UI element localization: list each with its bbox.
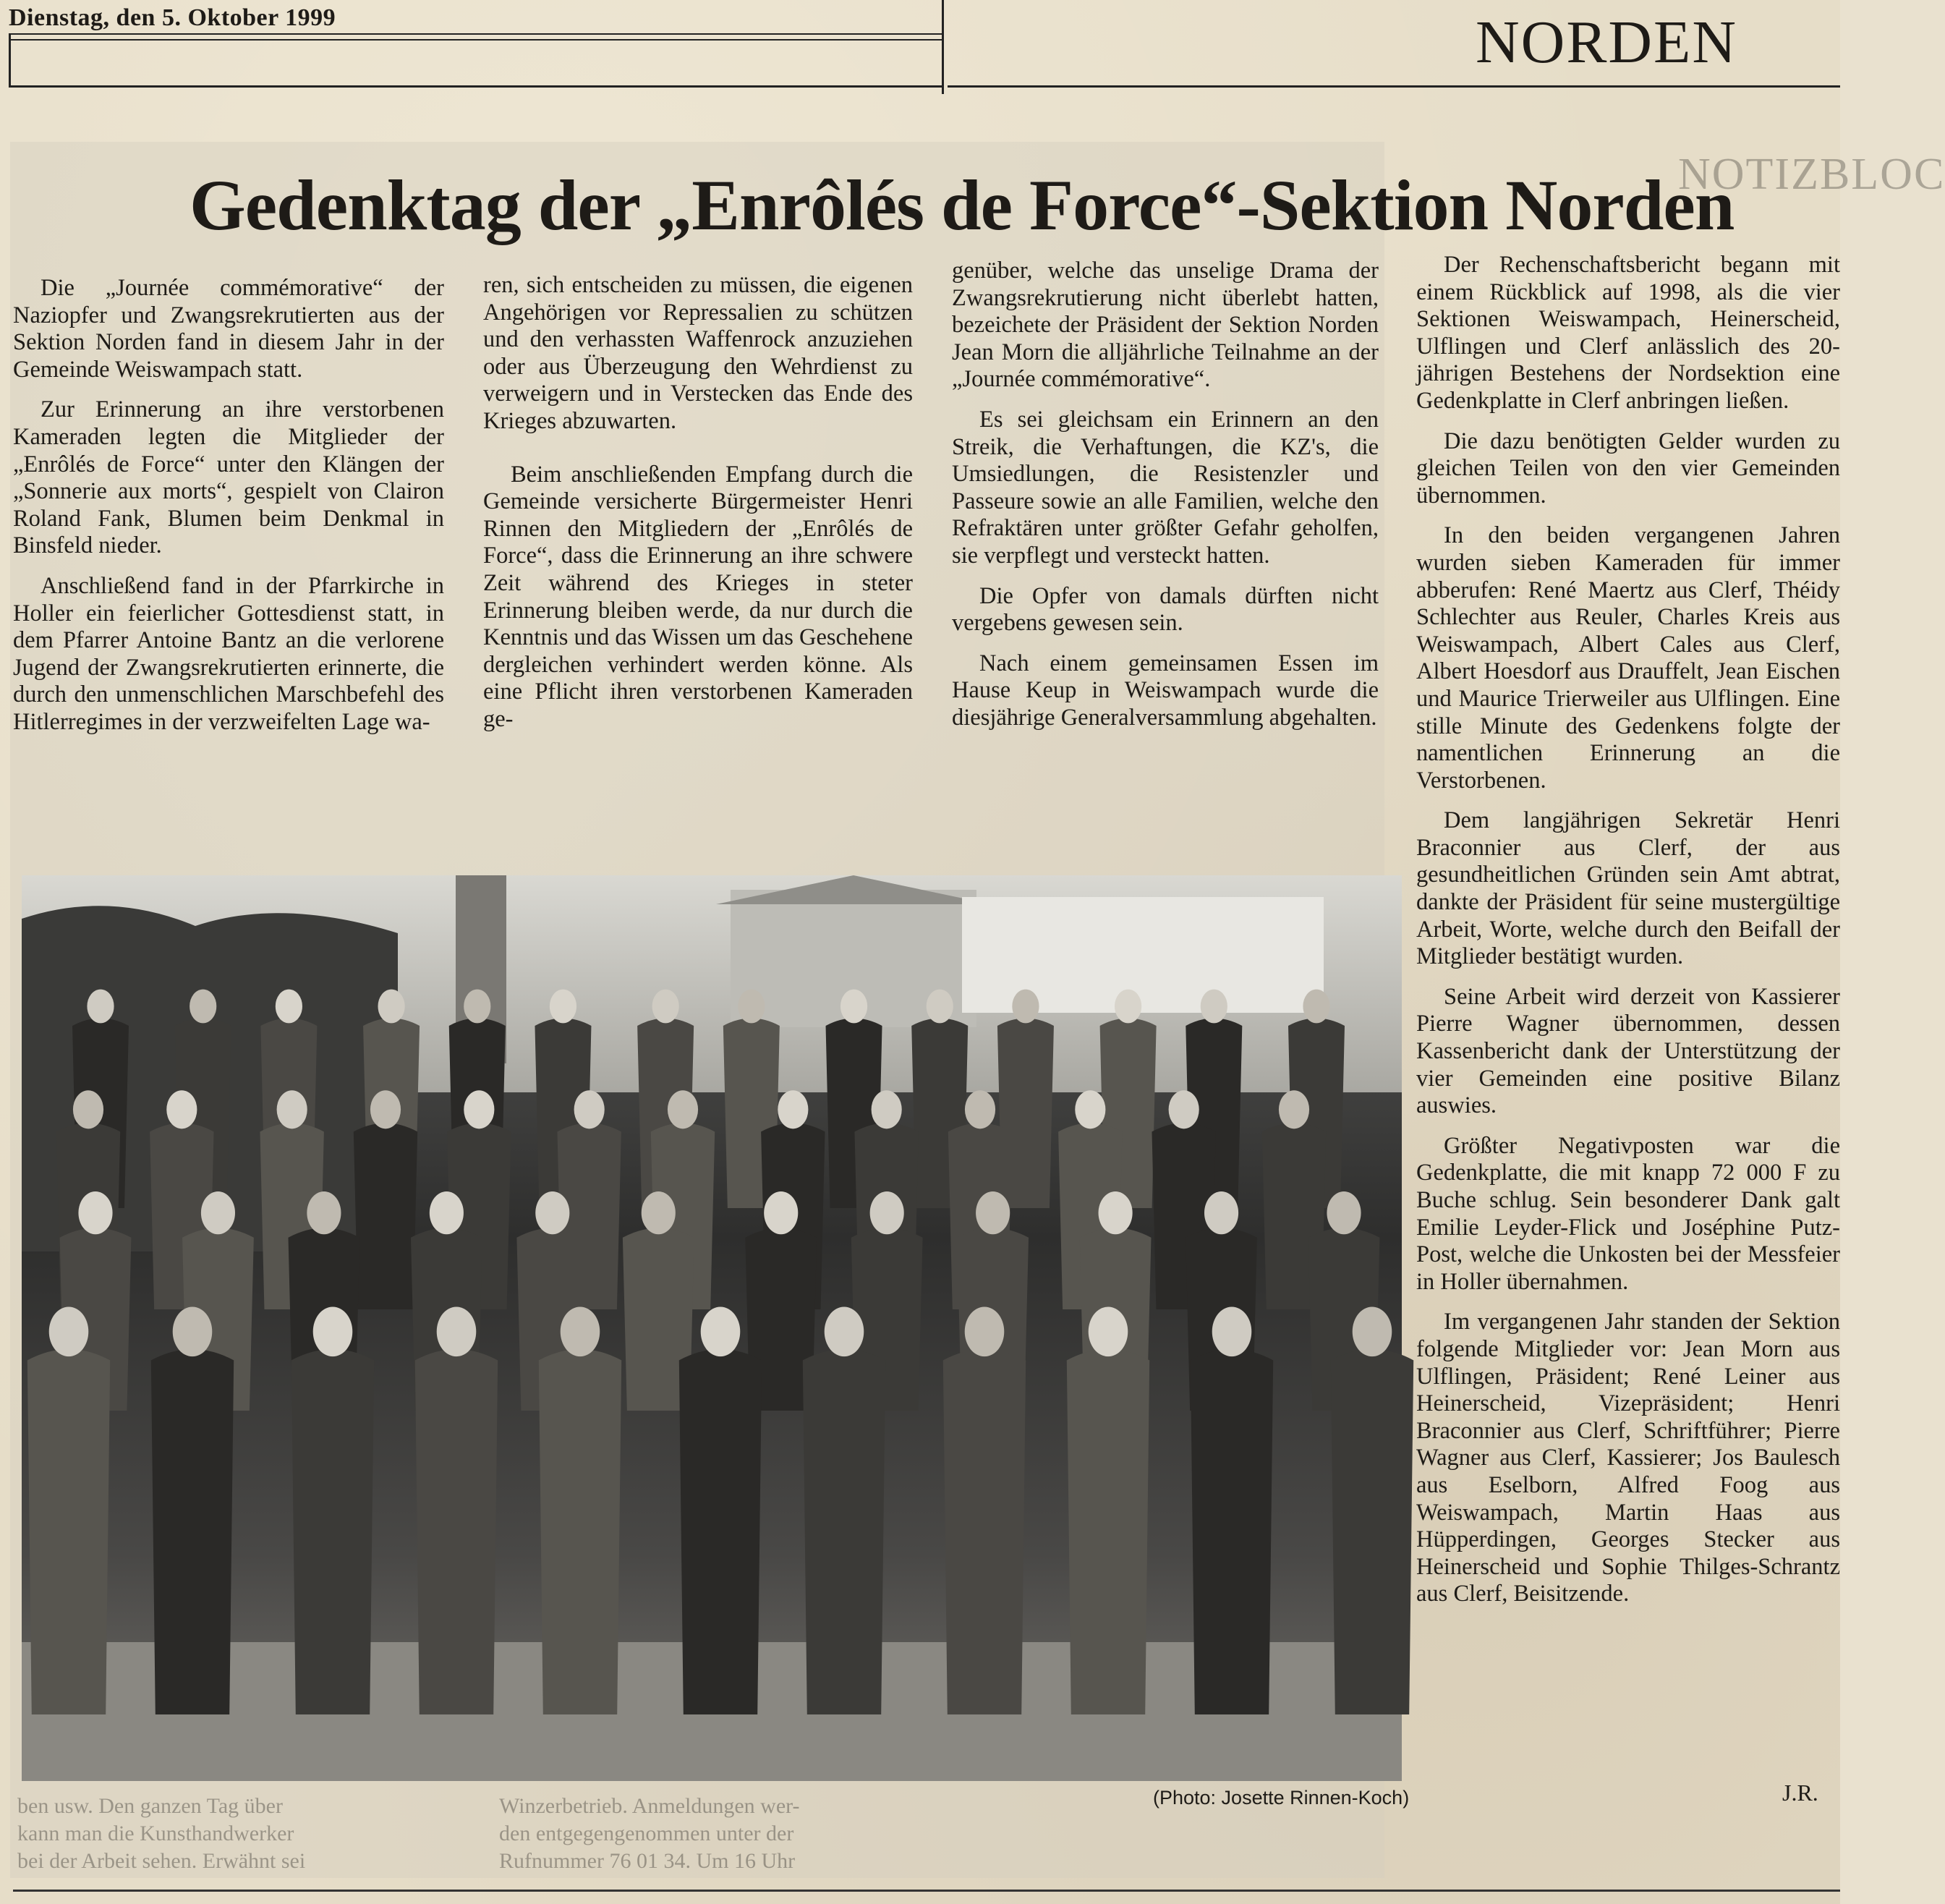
person-face [701, 1306, 741, 1356]
person-face [1212, 1306, 1252, 1356]
person-face [840, 990, 867, 1024]
person-face [870, 1191, 904, 1234]
bleed-through-heading: NOTIZBLOC [1678, 150, 1945, 199]
person-face [1279, 1090, 1309, 1129]
paragraph: Seine Arbeit wird derzeit von Kassierer Pierre Wagner übernommen, dessen Kassenbericht dank der Unterstützung der vier Gemeinden eine positive Bilanz auswies. [1416, 983, 1840, 1119]
article-column-2 [483, 272, 913, 734]
person-face [1169, 1090, 1199, 1129]
person-face [276, 990, 302, 1024]
person-face [668, 1090, 698, 1129]
person-face [872, 1090, 902, 1129]
person-figure [291, 1349, 374, 1714]
paragraph: Es sei gleichsam ein Erinnern an den Streik, die Verhaftungen, die KZ's, die Umsiedlungen, die Resistenzler und Passeure sowie an alle Familien, welche den Refraktären unter größter Gefahr geholfen, sie verpflegt und versteckt hatten. [952, 406, 1379, 569]
person-face [778, 1090, 808, 1129]
person-figure [1331, 1349, 1413, 1714]
header-rule [9, 33, 11, 87]
header-divider [942, 0, 944, 94]
bleed-through-text: Winzerbetrieb. Anmeldungen wer- [499, 1794, 800, 1818]
paragraph: Im vergangenen Jahr standen der Sektion folgende Mitglieder vor: Jean Morn aus Ulflingen, Präsident; René Leiner aus Heinerscheid, Vizepräsident; Henri Braconnier aus Clerf, Schriftführer; Pierre Wagner aus Clerf, Kassierer; Jos Baulesch aus Eselborn, Alfred Foog aus Weiswampach, Martin Haas aus Hüpperdingen, Georges Stecker aus Heinerscheid und Sophie Thilges-Schrantz aus Clerf, Beisitzende. [1416, 1309, 1840, 1607]
person-figure [1191, 1349, 1273, 1714]
person-face [1099, 1191, 1133, 1234]
person-figure [1067, 1349, 1149, 1714]
paragraph: Der Rechenschaftsbericht begann mit einem Rückblick auf 1998, als die vier Sektionen Weiswampach, Heinerscheid, Ulflingen und Clerf anlässlich des 20-jährigen Bestehens der Nordsektion eine Gedenkplatte in Clerf anbringen ließen. [1416, 252, 1840, 414]
person-face [307, 1191, 341, 1234]
person-face [1303, 990, 1329, 1024]
person-figure [803, 1349, 885, 1714]
person-face [87, 990, 114, 1024]
page-rule [13, 1890, 1840, 1892]
person-face [976, 1191, 1010, 1234]
person-face [430, 1191, 464, 1234]
person-face [1201, 990, 1227, 1024]
paragraph: ren, sich entscheiden zu müssen, die eigenen Angehörigen vor Repressalien zu schützen und den verhassten Waffenrock anzuziehen oder aus Überzeugung den Wehrdienst zu verweigern und in Verstecken das Ende des Krieges abzuwarten. [483, 272, 913, 434]
paragraph: Größter Negativposten war die Gedenkplatte, die mit knapp 72 000 F zu Buche schlug. Sein besonderer Dank galt Emilie Leyder-Flick und Joséphine Putz-Post, welche die Unkosten bei der Messfeier in Holler übernahmen. [1416, 1132, 1840, 1295]
person-face [1075, 1090, 1105, 1129]
bleed-through-text: ben usw. Den ganzen Tag über [17, 1794, 283, 1818]
person-face [642, 1191, 676, 1234]
group-photo [22, 875, 1402, 1781]
bleed-through-text: Rufnummer 76 01 34. Um 16 Uhr [499, 1849, 796, 1873]
person-face [166, 1090, 197, 1129]
article-column-1 [13, 275, 444, 736]
paragraph: Die dazu benötigten Gelder wurden zu gleichen Teilen von den vier Gemeinden übernommen. [1416, 428, 1840, 509]
person-figure [354, 1123, 417, 1310]
paragraph: Dem langjährigen Sekretär Henri Braconnier aus Clerf, der aus gesundheitlichen Gründen sein Amt abtrat, dankte der Präsident für seine mustergültige Arbeit, Worte, welche durch den Beifall der Mitglieder bestätigt wurden. [1416, 807, 1840, 970]
person-face [764, 1191, 798, 1234]
header-rule [9, 39, 942, 41]
person-face [78, 1191, 112, 1234]
person-face [464, 990, 490, 1024]
person-face [313, 1306, 353, 1356]
article-headline: Gedenktag der „Enrôlés de Force“-Sektion Norden [190, 165, 1735, 245]
section-title: NORDEN [1476, 9, 1737, 76]
header-rule [9, 85, 942, 88]
group-photo-illustration [22, 875, 1402, 1781]
person-face [561, 1306, 600, 1356]
person-face [437, 1306, 477, 1356]
article-column-4 [1416, 252, 1840, 1608]
person-face [173, 1306, 213, 1356]
paragraph: genüber, welche das unselige Drama der Zwangsrekrutierung nicht überlebt hatten, bezeichete der Präsident der Sektion Norden Jean Morn die alljährliche Teilnahme an der „Journée commémorative“. [952, 258, 1379, 393]
person-face [535, 1191, 569, 1234]
person-figure [539, 1349, 621, 1714]
person-face [190, 990, 216, 1024]
paragraph: Anschließend fand in der Pfarrkirche in Holler ein feierlicher Gottesdienst statt, in dem Pfarrer Antoine Bantz an die verlorene Jugend der Zwangsrekrutierten erinnerte, die durch den unmenschlichen Marschbefehl des Hitlerregimes in der verzweifelten Lage wa- [13, 572, 444, 735]
person-figure [151, 1349, 234, 1714]
person-face [1327, 1191, 1361, 1234]
paragraph: Beim anschließenden Empfang durch die Gemeinde versicherte Bürgermeister Henri Rinnen den Mitgliedern der „Enrôlés de Force“, dass die Erinnerung an ihre schwere Zeit während des Krieges in steter Erinnerung bleiben werde, da nur durch die Kenntnis und das Wissen um das Geschehene dergleichen verhindert werden könne. Als eine Pflicht ihren verstorbenen Kameraden ge- [483, 461, 913, 732]
person-face [73, 1090, 103, 1129]
paragraph: Die „Journée commémorative“ der Naziopfer und Zwangsrekrutierten aus der Sektion Norden fand in diesem Jahr in der Gemeinde Weiswampach statt. [13, 275, 444, 383]
person-face [825, 1306, 864, 1356]
paragraph: Zur Erinnerung an ihre verstorbenen Kameraden legten die Mitglieder der „Enrôlés de Force“ unter den Klängen der „Sonnerie aux morts“, gespielt von Clairon Roland Fank, Blumen beim Denkmal in Binsfeld nieder. [13, 396, 444, 559]
person-face [927, 990, 953, 1024]
paragraph: Nach einem gemeinsamen Essen im Hause Keup in Weiswampach wurde die diesjährige Generalversammlung abgehalten. [952, 650, 1379, 731]
person-face [49, 1306, 89, 1356]
issue-date: Dienstag, den 5. Oktober 1999 [9, 4, 336, 31]
person-face [464, 1090, 494, 1129]
person-face [1012, 990, 1039, 1024]
person-face [1353, 1306, 1392, 1356]
person-face [378, 990, 404, 1024]
person-face [550, 990, 576, 1024]
header-rule [9, 33, 942, 35]
person-figure [679, 1349, 762, 1714]
person-face [965, 1090, 995, 1129]
person-face [370, 1090, 401, 1129]
person-figure [415, 1349, 498, 1714]
paragraph: In den beiden vergangenen Jahren wurden sieben Kameraden für immer abberufen: René Maertz aus Clerf, Théidy Schlechter aus Reuler, Charles Kreis aus Weiswampach, Albert Cales aus Clerf, Albert Hoesdorf aus Drauffelt, Jean Eischen und Maurice Trierweiler aus Ulflingen. Eine stille Minute des Gedenkens folgte der namentlichen Erinnerung an die Verstorbenen. [1416, 522, 1840, 794]
bleed-through-text: kann man die Kunsthandwerker [17, 1822, 294, 1845]
person-face [965, 1306, 1005, 1356]
paragraph: Die Opfer von damals dürften nicht vergebens gewesen sein. [952, 582, 1379, 637]
bleed-through-text: den entgegengenommen unter der [499, 1822, 794, 1845]
person-face [1089, 1306, 1128, 1356]
author-initials: J.R. [1782, 1780, 1818, 1806]
person-face [652, 990, 679, 1024]
person-figure [27, 1349, 110, 1714]
person-face [201, 1191, 235, 1234]
photo-credit: (Photo: Josette Rinnen-Koch) [1153, 1787, 1410, 1809]
person-face [1204, 1191, 1238, 1234]
person-face [574, 1090, 605, 1129]
person-face [1115, 990, 1141, 1024]
person-figure [943, 1349, 1026, 1714]
bleed-through-text: bei der Arbeit sehen. Erwähnt sei [17, 1849, 306, 1873]
person-face [738, 990, 765, 1024]
article-column-3 [952, 258, 1379, 732]
person-face [277, 1090, 307, 1129]
